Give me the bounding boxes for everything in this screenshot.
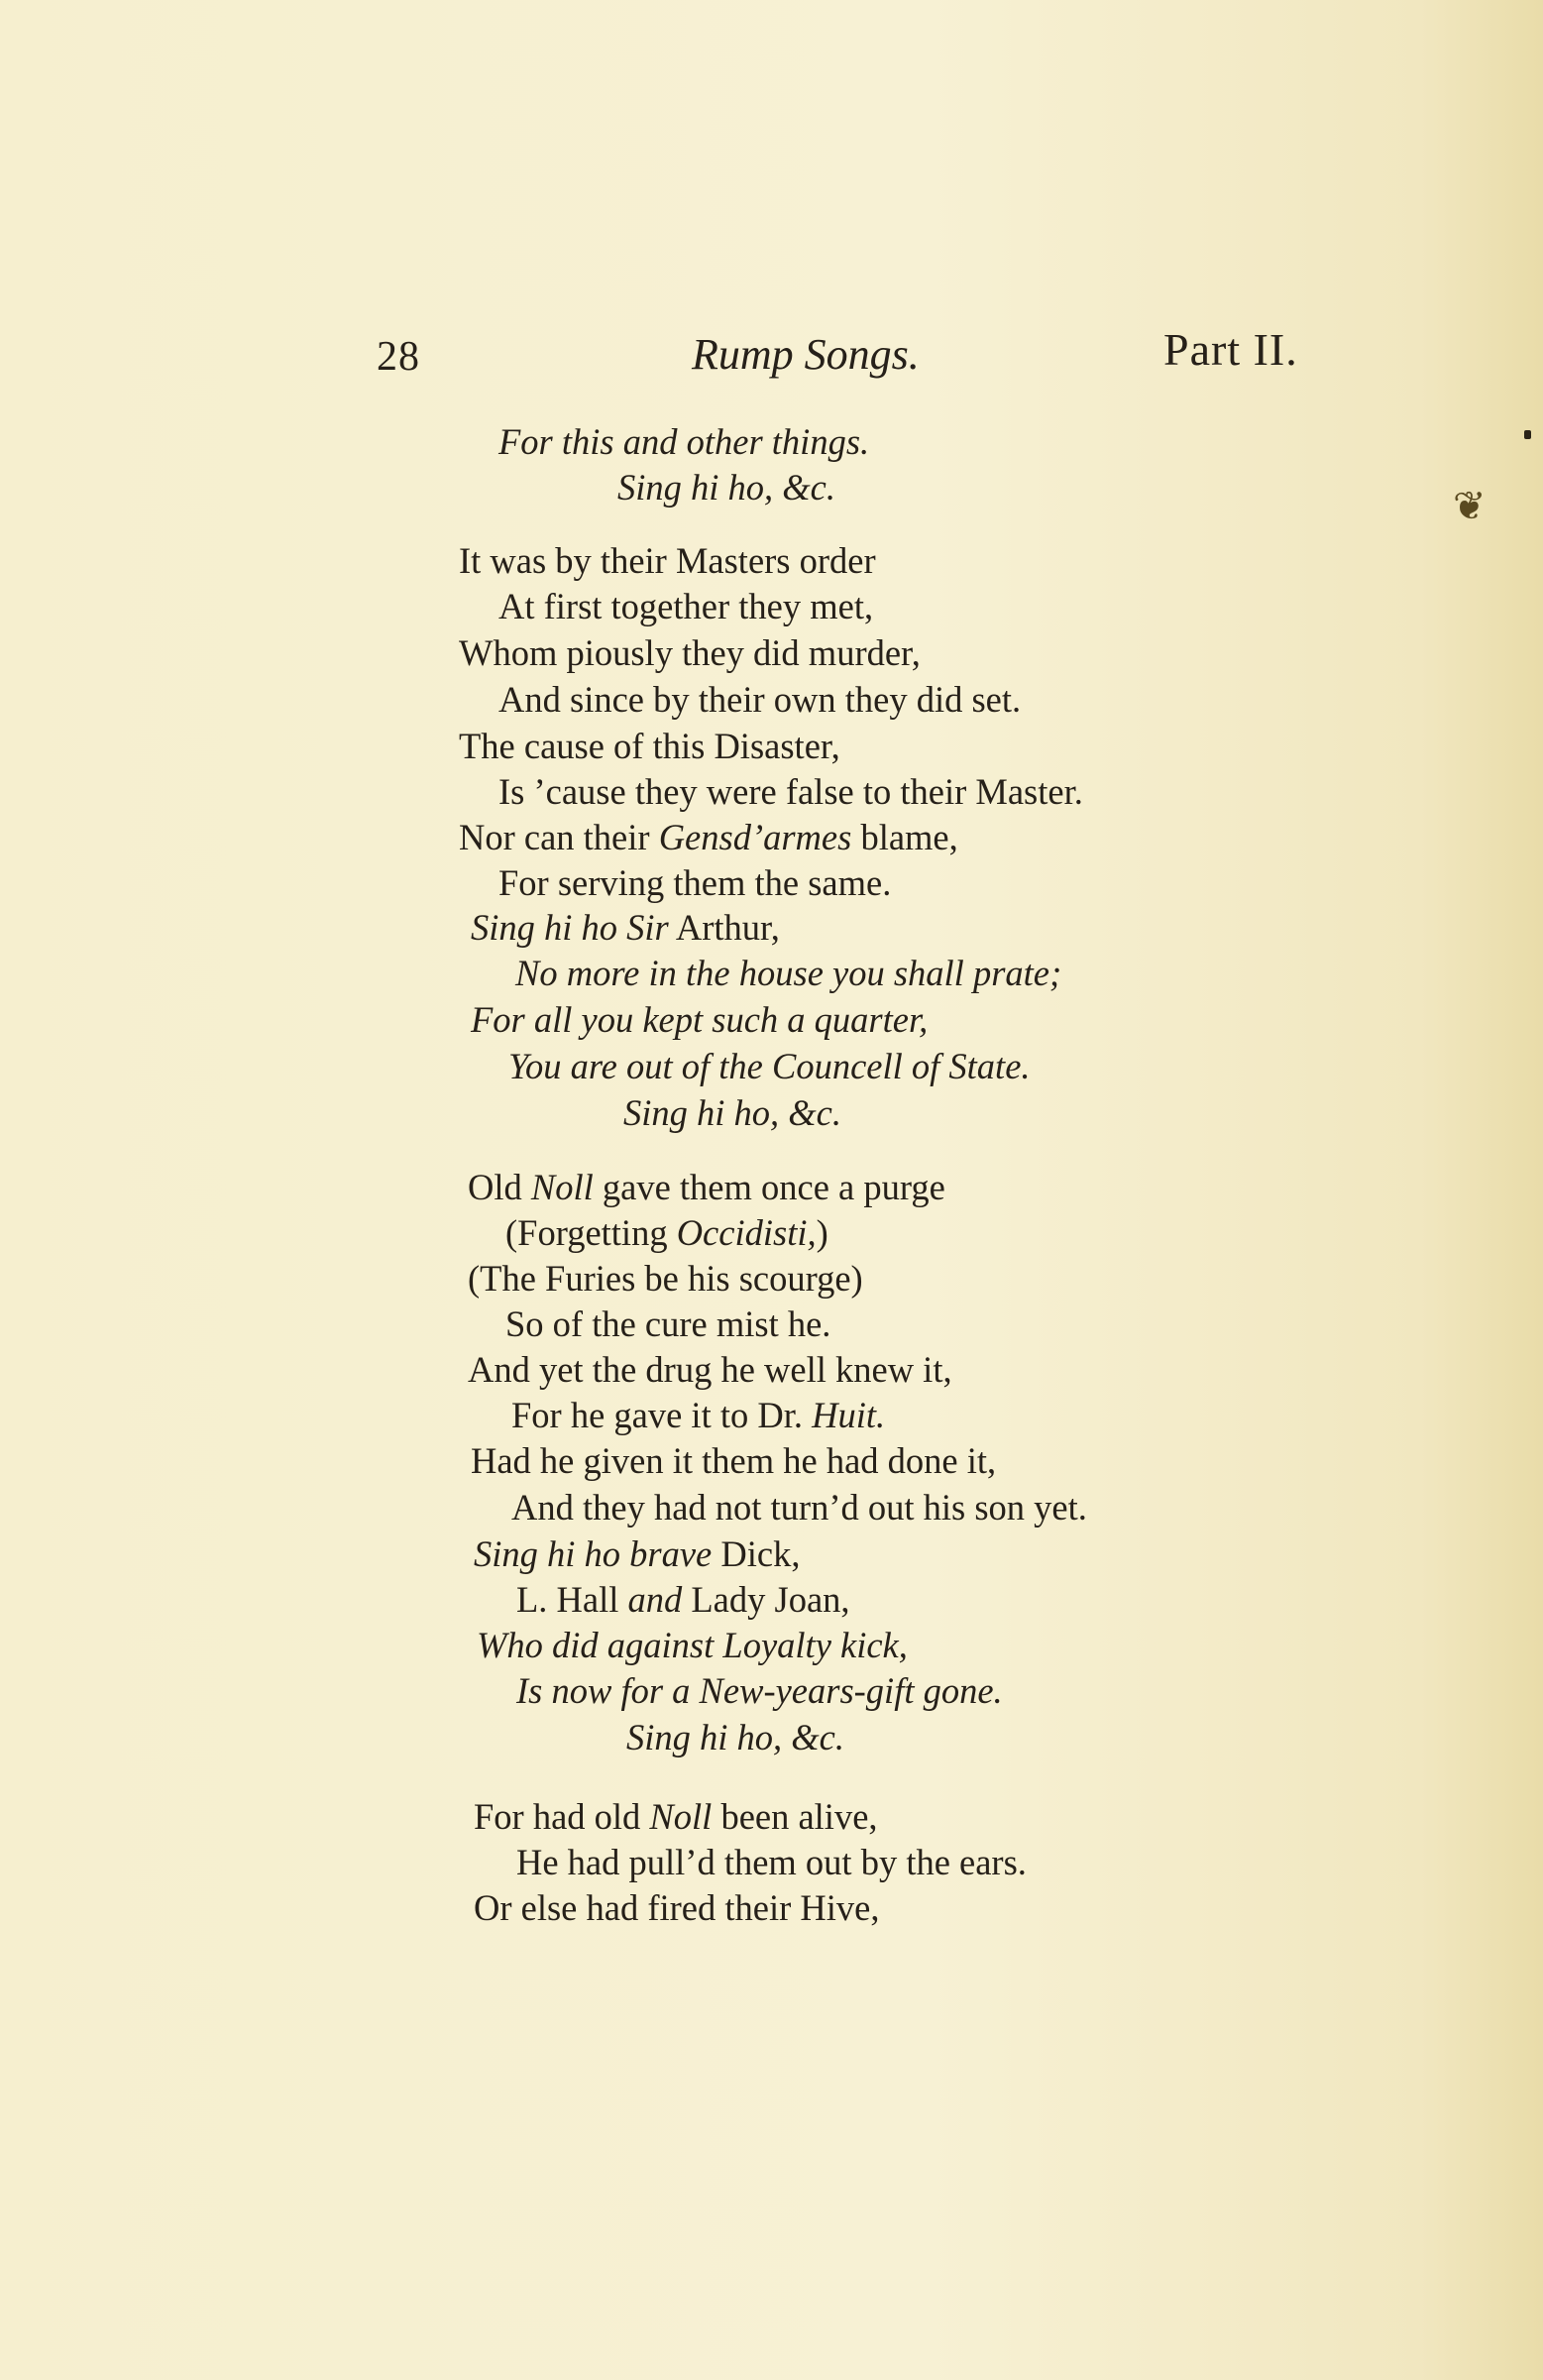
verse-line: You are out of the Councell of State. bbox=[508, 1046, 1031, 1086]
verse-text: been alive, bbox=[720, 1796, 878, 1837]
verse-line: For all you kept such a quarter, bbox=[471, 999, 929, 1040]
verse-text: Lady Joan, bbox=[691, 1579, 850, 1620]
verse-line: Or else had fired their Hive, bbox=[474, 1887, 880, 1928]
verse-text: Arthur, bbox=[675, 907, 780, 948]
verse-text-italic: Gensd’armes bbox=[658, 817, 852, 857]
verse-text: (Forgetting bbox=[505, 1212, 668, 1253]
verse-text-italic: Sing hi ho Sir bbox=[471, 907, 669, 948]
verse-text-italic: Huit. bbox=[812, 1395, 886, 1435]
verse-line: Is ’cause they were false to their Master. bbox=[498, 771, 1083, 812]
ink-dot bbox=[1524, 430, 1531, 439]
verse-line: Had he given it them he had done it, bbox=[471, 1440, 997, 1481]
verse-line bbox=[505, 1212, 828, 1253]
verse-text-italic: Sing hi ho brave bbox=[474, 1533, 713, 1574]
verse-text: For had old bbox=[474, 1796, 641, 1837]
verse-text-italic: Noll bbox=[649, 1796, 713, 1837]
verse-text: Nor can their bbox=[459, 817, 650, 857]
verse-text: For he gave it to Dr. bbox=[511, 1395, 803, 1435]
verse-text-italic: Occidisti, bbox=[676, 1212, 817, 1253]
verse-text: L. Hall bbox=[516, 1579, 619, 1620]
verse-line: So of the cure mist he. bbox=[505, 1303, 831, 1344]
verse-line: For this and other things. bbox=[498, 421, 870, 462]
verse-text: Dick, bbox=[720, 1533, 801, 1574]
verse-line: For serving them the same. bbox=[498, 862, 892, 903]
verse-line: He had pull’d them out by the ears. bbox=[516, 1842, 1027, 1882]
refrain-line: Sing hi ho, &c. bbox=[626, 1717, 844, 1757]
verse-line: Is now for a New-years-gift gone. bbox=[516, 1670, 1003, 1711]
verse-text: Old bbox=[468, 1167, 522, 1207]
page-number: 28 bbox=[377, 334, 420, 380]
refrain-line: Sing hi ho, &c. bbox=[623, 1092, 841, 1133]
verse-line bbox=[474, 1533, 801, 1574]
running-header bbox=[0, 315, 1543, 385]
verse-line: The cause of this Disaster, bbox=[459, 726, 840, 766]
verse-line bbox=[459, 817, 958, 857]
verse-line: And they had not turn’d out his son yet. bbox=[511, 1487, 1087, 1528]
verse-line bbox=[516, 1579, 850, 1620]
verse-line: Whom piously they did murder, bbox=[459, 632, 921, 673]
verse-line: Who did against Loyalty kick, bbox=[477, 1625, 908, 1665]
verse-text-italic: Noll bbox=[530, 1167, 594, 1207]
flower-ornament-icon: ❦ bbox=[1453, 484, 1487, 529]
refrain-line: Sing hi ho, &c. bbox=[617, 467, 835, 508]
verse-line: And since by their own they did set. bbox=[498, 679, 1022, 720]
verse-line: (The Furies be his scourge) bbox=[468, 1258, 863, 1299]
verse-line bbox=[474, 1796, 878, 1837]
verse-line: It was by their Masters order bbox=[459, 540, 876, 581]
verse-text: ) bbox=[816, 1212, 828, 1253]
verse-text: blame, bbox=[860, 817, 958, 857]
verse-text: gave them once a purge bbox=[602, 1167, 945, 1207]
verse-line: And yet the drug he well knew it, bbox=[468, 1349, 952, 1390]
verse-text-italic: and bbox=[627, 1579, 683, 1620]
running-title: Rump Songs. bbox=[692, 330, 920, 379]
verse-line bbox=[471, 907, 780, 948]
verse-line: No more in the house you shall prate; bbox=[515, 953, 1062, 993]
verse-line bbox=[468, 1167, 945, 1207]
verse-line: At first together they met, bbox=[498, 586, 874, 626]
verse-line bbox=[511, 1395, 886, 1435]
part-label: Part II. bbox=[1163, 324, 1298, 375]
